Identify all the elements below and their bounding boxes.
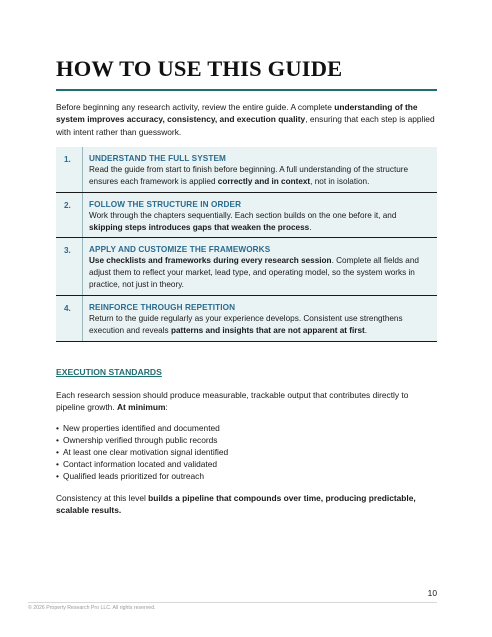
step-text-end: . — [309, 222, 312, 232]
step-text: Return to the guide regularly as your experience develops. Consistent use strengthens execution and reveals — [89, 314, 403, 335]
step-body — [82, 238, 437, 295]
step-description — [89, 164, 431, 188]
step-bold-text: skipping steps introduces gaps that weaken the process — [89, 222, 310, 232]
step-row-1 — [56, 147, 437, 193]
list-item: • Qualified leads prioritized for outreach — [56, 470, 436, 482]
step-text: Work through the chapters sequentially. Each section builds on the one before it, and — [89, 211, 397, 220]
steps-table — [56, 147, 437, 342]
step-row-4 — [56, 296, 437, 342]
step-text: . Complete all fields and adjust them to reflect your market, lead type, and operating model, so the system works in practice, not just in theory. — [89, 256, 419, 289]
step-number: 3. — [64, 246, 71, 255]
copyright-footer: © 2026 Property Research Pro LLC. All rights reserved. — [28, 605, 156, 611]
step-bold-text: correctly and in context — [217, 176, 311, 186]
footer-divider — [28, 602, 437, 603]
step-heading: APPLY AND CUSTOMIZE THE FRAMEWORKS — [89, 245, 271, 254]
execution-standards-heading: EXECUTION STANDARDS — [56, 367, 162, 377]
step-body — [82, 296, 437, 341]
step-heading: UNDERSTAND THE FULL SYSTEM — [89, 154, 226, 163]
title-divider — [56, 89, 437, 91]
list-item: • Ownership verified through public records — [56, 434, 436, 446]
execution-text: Each research session should produce measurable, trackable output that contributes directly to pipeline growth. — [56, 390, 409, 413]
list-item: • New properties identified and documented — [56, 422, 436, 434]
step-text-end: , not in isolation. — [310, 176, 370, 186]
step-bold-text: Use checklists and frameworks during every research session — [89, 256, 332, 265]
step-number: 1. — [64, 155, 71, 164]
list-item: • Contact information located and validated — [56, 458, 436, 470]
step-row-2 — [56, 193, 437, 238]
execution-bold: At minimum — [117, 402, 166, 413]
page-title: HOW TO USE THIS GUIDE — [56, 56, 343, 81]
intro-paragraph — [56, 101, 436, 138]
list-item: • At least one clear motivation signal identified — [56, 446, 436, 458]
step-number: 2. — [64, 201, 71, 210]
step-description — [89, 313, 431, 337]
step-body — [82, 147, 437, 192]
step-body — [82, 193, 437, 237]
intro-text-2: , ensuring that each step is applied with intent rather than guesswork. — [56, 114, 435, 137]
step-description — [89, 255, 431, 290]
intro-text-1: Before beginning any research activity, review the entire guide. A complete — [56, 102, 335, 112]
step-row-3 — [56, 238, 437, 296]
execution-paragraph — [56, 389, 436, 414]
closing-text: Consistency at this level — [56, 493, 149, 503]
closing-paragraph — [56, 492, 436, 517]
intro-bold: understanding of the system improves accuracy, consistency, and execution quality — [56, 102, 418, 125]
step-description — [89, 210, 431, 234]
step-heading: FOLLOW THE STRUCTURE IN ORDER — [89, 200, 242, 209]
execution-text-end: : — [165, 402, 168, 413]
page-number: 10 — [427, 588, 437, 598]
step-number: 4. — [64, 304, 71, 313]
step-heading: REINFORCE THROUGH REPETITION — [89, 303, 236, 312]
execution-bullet-list — [56, 422, 436, 482]
step-text-end: . — [364, 325, 368, 335]
closing-bold: builds a pipeline that compounds over time, producing predictable, scalable results. — [56, 493, 416, 516]
step-bold-text: patterns and insights that are not apparent at first — [170, 325, 365, 335]
step-text: Read the guide from start to finish before beginning. A full understanding of the structure ensures each framework is applied — [89, 165, 409, 186]
